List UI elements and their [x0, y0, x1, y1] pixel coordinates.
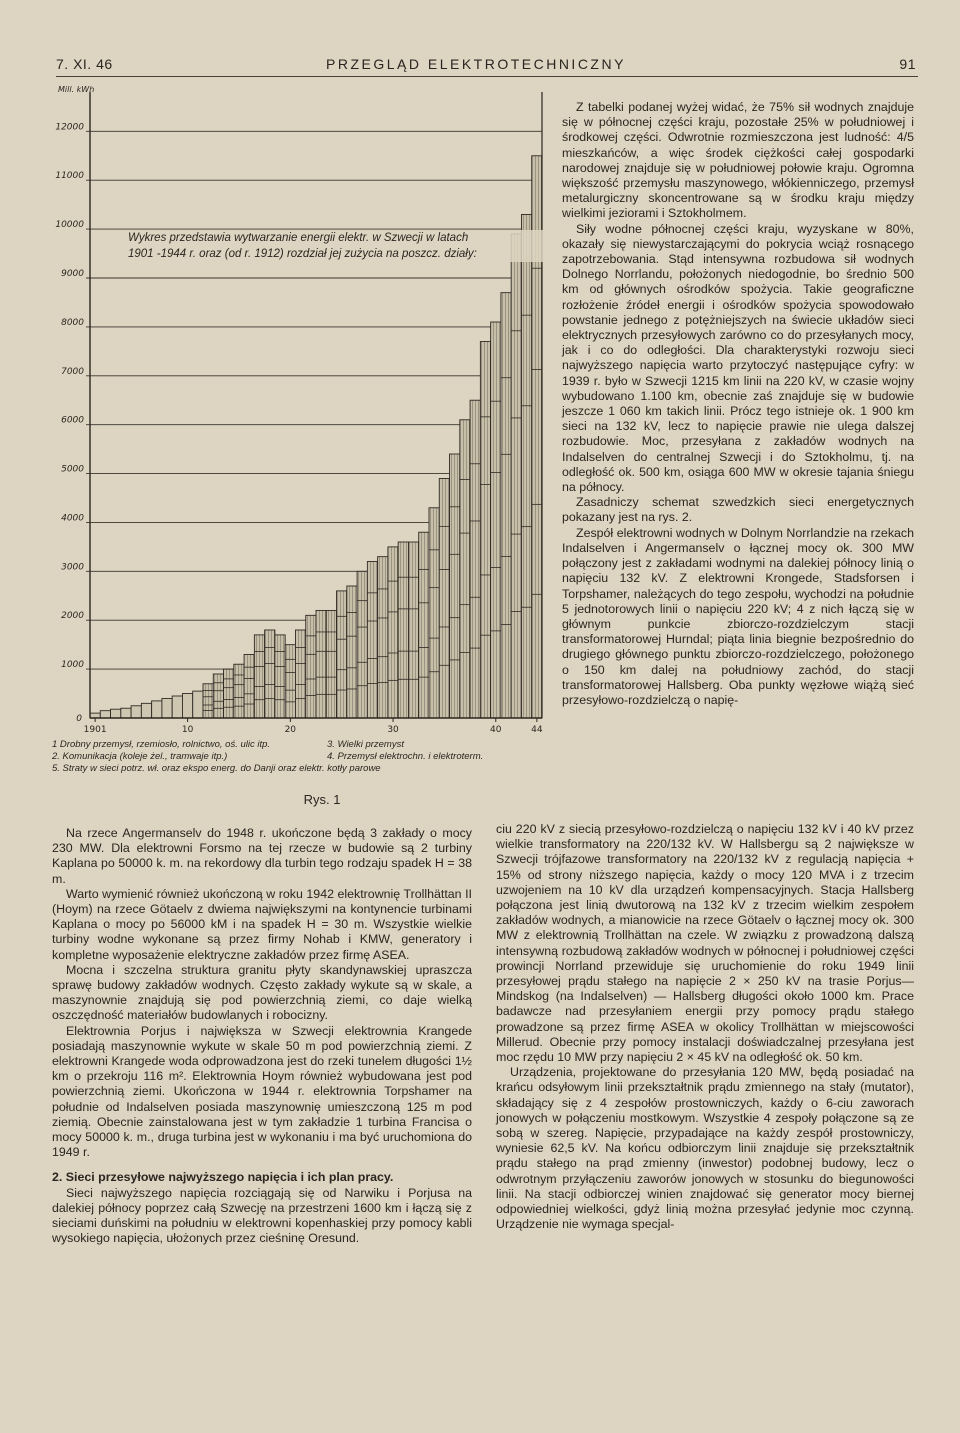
x-tick-label: 1901 [83, 725, 107, 734]
bar [419, 532, 429, 718]
y-tick-label: 0 [76, 714, 82, 724]
bar [100, 711, 110, 718]
x-tick-label: 30 [387, 725, 399, 734]
bar [306, 615, 316, 718]
bar [285, 645, 295, 718]
chart-title [128, 230, 548, 262]
x-tick-label: 20 [284, 725, 297, 734]
page-header [56, 56, 916, 78]
bar [162, 698, 172, 718]
paragraph: ciu 220 kV z siecią przesyłowo-rozdzielczą o napięciu 132 kV i 40 kV przez wielkie transformatory na 220/132 kV. W Hallsbergu są 2 największe w Szwecji trójfazowe transformatory na 220/132 kV z regulacją napięcia + 15% od strony niższego napięcia, każdy o mocy 120 MVA i z trzecim uzwojeniem na 10 kV dla urządzeń kompensacyjnych. Stacja Hallsberg połączona jest linią dwutorową na 132 kV z trzecim wielkim zespołem zakładów wodnych, a mianowicie na rzece Götaelv o łącznej mocy ok. 300 MW z elektrownią Trollhättan na czele. W związku z prowadzoną dalszą intensywną rozbudową zakładów wodnych w północnej i południowej części prowincji Norrland przewiduje się uruchomienie do roku 1949 linii przesyłowej prądu stałego na napięcie 2 × 250 kV na trasie Porjus—Mindskog (na Indalselven) — Hallsberg długości około 1000 km. Prace badawcze nad przesyłaniem energii przy pomocy prądu stałego prowadzone są przez firmę ASEA w okolicy Trollhättan w miejscowości Millerud. Obecnie przy pomocy instalacji doświadczalnej przesyłana jest moc rzędu 10 MW przy napięciu 2 × 45 kV na odległość ok. 50 km. [496, 822, 914, 1065]
x-tick-label: 40 [490, 725, 502, 734]
journal-title: PRZEGLĄD ELEKTROTECHNICZNY [326, 56, 626, 72]
section-heading: 2. Sieci przesyłowe najwyższego napięcia i ich plan pracy. [52, 1170, 394, 1185]
bar [254, 635, 264, 718]
bar [480, 342, 490, 718]
bar [470, 400, 480, 718]
right-column-top [562, 100, 914, 708]
y-tick-label: 2000 [61, 611, 84, 622]
paragraph: Siły wodne północnej części kraju, wyzyskane w 80%, okazały się niewystarczającymi do pokrycia wciąż rosnącego zapotrzebowania. Stąd intensywna rozbudowa sił wodnych Dolnego Norrlandu, położonych niedogodnie, bo średnio 500 km od głównych ośrodków spożycia. Takie geograficzne rozłożenie źródeł energii i ośrodków spożycia spowodowało powstanie jednego z potężniejszych na świecie układów sieci elektrycznych przesyłowych zarówno co do przesyłanych mocy, jak i co do odległości. Dla charakterystyki rozwoju sieci najwyższego napięcia warto przytoczyć następujące cyfry: w 1939 r. było w Szwecji 1215 km linii na 220 kV, w czasie wojny wybudowano 1.100 km, obecnie zaś znajduje się w budowie jeszcze 1 060 km takich linii. Prócz tego istnieje ok. 1 900 km sieci na 132 kV, lecz to napięcie prawie nie ulega dalszej rozbudowie. Moc, przesyłana z zakładów wodnych na Indalselven do centralnej Szwecji i do Sztokholmu, tj. na odległość ok. 500 km, osiąga 600 MW w okresie tajania śniegu na północy. [562, 221, 914, 495]
bar [141, 703, 151, 718]
bar [501, 293, 511, 718]
bar [450, 454, 460, 718]
y-tick-label: 1000 [61, 660, 84, 671]
legend-item-3: 3. Wielki przemyst [327, 739, 404, 750]
legend-item-5: 5. Straty w sieci potrz. wł. oraz ekspo energ. do Danji oraz elektr. kotły parowe [52, 763, 381, 774]
paragraph: Warto wymienić również ukończoną w roku 1942 elektrownię Trollhättan II (Hoym) na rzece Götaelv z dwiema największymi na kontynencie turbinami Kaplana o mocy po 56000 kM i na spadek H = 30 m. Wszystkie wielkie turbiny wodne wykonane są przez firmy Nohab i KMW, generatory i kompletne wyposażenie elektryczne zakładów przez firmę ASEA. [52, 886, 472, 962]
y-tick-label: 12000 [55, 122, 84, 133]
x-tick-label: 10 [181, 725, 194, 734]
bar [234, 664, 244, 718]
bar [408, 542, 418, 718]
paragraph: Zasadniczy schemat szwedzkich sieci energetycznych pokazany jest na rys. 2. [562, 495, 914, 525]
bar [172, 696, 182, 718]
y-axis-label: Mill. kWh [58, 85, 95, 94]
bar [316, 610, 326, 718]
bar [398, 542, 408, 718]
bar [213, 674, 223, 718]
y-tick-label: 10000 [55, 220, 84, 231]
paragraph: Mocna i szczelna struktura granitu płyty skandynawskiej upraszcza sprawę budowy zakładów wodnych. Często zakłady wykute są w skale, a maszynownie znajdują się pod powierzchnią ziemi, co daje wielką oszczędność materiałów budowlanych i robocizny. [52, 962, 472, 1023]
paragraph: Sieci najwyższego napięcia rozciągają się od Narwiku i Porjusa na dalekiej północy poprzez całą Szwecję na przestrzeni 1600 km i łączą się z sieciami duńskimi na południu w elektrowni kopenhaskiej przy pomocy kabli wysokiego napięcia, ułożonych przez cieśninę Oresund. [52, 1185, 472, 1246]
legend-item-4: 4. Przemysł elektrochn. i elektroterm. [327, 751, 484, 762]
bar [388, 547, 398, 718]
bar [111, 709, 121, 718]
bar [439, 478, 449, 718]
bar [121, 708, 131, 718]
chart-title-line-1: Wykres przedstawia wytwarzanie energii elektr. w Szwecji w latach [128, 232, 469, 244]
bar [367, 562, 377, 718]
bar [460, 420, 470, 718]
bar [224, 669, 234, 718]
bar [521, 214, 531, 718]
bar [326, 610, 336, 718]
chart-legend [52, 739, 552, 775]
bar [131, 706, 141, 718]
paragraph: Na rzece Angermanselv do 1948 r. ukończone będą 3 zakłady o mocy 230 MW. Dla elektrowni Forsmo na tej rzecze w budowie są 2 turbiny Kaplana po 50000 k. m. na rekordowy dla turbin tego rodzaju spadek H = 38 m. [52, 826, 472, 886]
x-tick-label: 44 [531, 725, 543, 734]
chart-title-line-2: 1901 -1944 r. oraz (od r. 1912) rozdział jej zużycia na poszcz. działy: [128, 248, 477, 260]
bar [347, 586, 357, 718]
bar [203, 684, 213, 718]
figure-caption: Rys. 1 [303, 792, 341, 807]
paragraph: Elektrownia Porjus i największa w Szwecji elektrownia Krangede posiadają maszynownie wykute w skale 50 m pod powierzchnią ziemi. Z elektrowni Krangede woda odprowadzona jest do rzeki tunelem długości 1½ km o przekroju 116 m². Elektrownia Hoym również wybudowana jest pod powierzchnią ziemi. Ukończona w 1944 r. elektrownia Torpshamer na południe od Indalselven posiada maszynownię umieszczoną 125 m pod ziemią. Obecnie zainstalowana jest w tym zakładzie 1 turbina Francisa o mocy 50000 k. m., druga turbina jest w wykonaniu i ma być uruchomiona do 1949 r. [52, 1023, 472, 1160]
y-tick-label: 3000 [61, 562, 84, 573]
y-tick-label: 9000 [61, 269, 84, 279]
legend-item-1: 1 Drobny przemysł, rzemiosło, rolnictwo, oś. ulic itp. [52, 739, 271, 750]
bar [193, 691, 203, 718]
y-tick-label: 5000 [61, 464, 84, 475]
right-column-bottom [496, 822, 914, 1232]
bar [295, 630, 305, 718]
bar [491, 322, 501, 718]
y-tick-label: 8000 [61, 317, 84, 328]
header-rule [56, 76, 918, 77]
bar [244, 654, 254, 718]
y-tick-label: 11000 [55, 171, 84, 182]
energy-production-chart [52, 84, 552, 734]
bar [265, 630, 275, 718]
page-number: 91 [899, 56, 916, 72]
paragraph: Urządzenia, projektowane do przesyłania 120 MW, będą posiadać na krańcu odsyłowym linii przekształtnik prądu zmiennego na stały (mutator), składający się z 4 zespołów prostowniczych, każdy o 6-ciu zaworach jonowych w połączeniu mostkowym. Wszystkie 4 zespoły połączone są ze sobą w szereg. Napięcie, przypadające na każdy zespół prostowniczy, wyniesie 62,5 kV. Na końcu odbiorczym linii znajduje się przekształtnik prądu stałego na prąd zmienny (inwestor) podobnej budowy, lecz o odwrotnym przyłączeniu zaworów jonowych w stosunku do biegunowości linii. Na stacji odbiorczej winien znajdować się generator mocy biernej odpowiedniej wielkości, gdyż linią można przesyłać jedynie moc czynną. Urządzenie nie wymaga specjal- [496, 1065, 914, 1232]
bar [378, 557, 388, 718]
figure-1 [52, 84, 552, 814]
y-tick-label: 6000 [61, 415, 84, 426]
bar [357, 571, 367, 718]
y-tick-label: 4000 [61, 513, 84, 524]
bar [275, 635, 285, 718]
bar [337, 591, 347, 718]
bar [511, 234, 521, 718]
paragraph: Z tabelki podanej wyżej widać, że 75% sił wodnych znajduje się w północnej części kraju, pozostałe 25% w południowej i środkowej części. Odwrotnie rozmieszczona jest ludność: 4/5 mieszkańców, a więc środek ciężkości całej gospodarki narodowej znajduje się w południowej połowie kraju. Ogromna większość przemysłu maszynowego, włókienniczego, przemysł metalurgiczny skoncentrowane są w środku kraju między wielkimi jeziorami i Sztokholmem. [562, 100, 914, 221]
bar [182, 694, 192, 718]
bar [152, 701, 162, 718]
bar [90, 713, 100, 718]
paragraph: Zespół elektrowni wodnych w Dolnym Norrlandzie na rzekach Indalselven i Angermanselv o łącznej mocy ok. 300 MW połączony jest z zakładami wodnymi na dalekiej północy linią o napięciu 132 kV. Z elektrowni Krongede, Stadsforsen i Torpshamer, należących do tego zespołu, wychodzi na południe 5 jednotorowych linii o napięciu 220 kV; 4 z nich łączą się w głównym punkcie zbiorczo-rozdzielczym stacji transformatorowej Hurndal; piąta linia biegnie bezpośrednio do drugiego głównego punktu zbiorczo-rozdzielczego, położonego o 150 km dalej na południowy zachód, do stacji transformatorowej Hallsberg. Oba punkty węzłowe wiążą sieć przesyłowo-rozdzielczą o napię- [562, 525, 914, 707]
legend-item-2: 2. Komunikacja (koleje żel., tramwaje itp.) [52, 751, 228, 762]
y-tick-label: 7000 [61, 366, 84, 377]
issue-date: 7. XI. 46 [56, 56, 113, 72]
left-column [52, 826, 472, 1246]
bar [429, 508, 439, 718]
